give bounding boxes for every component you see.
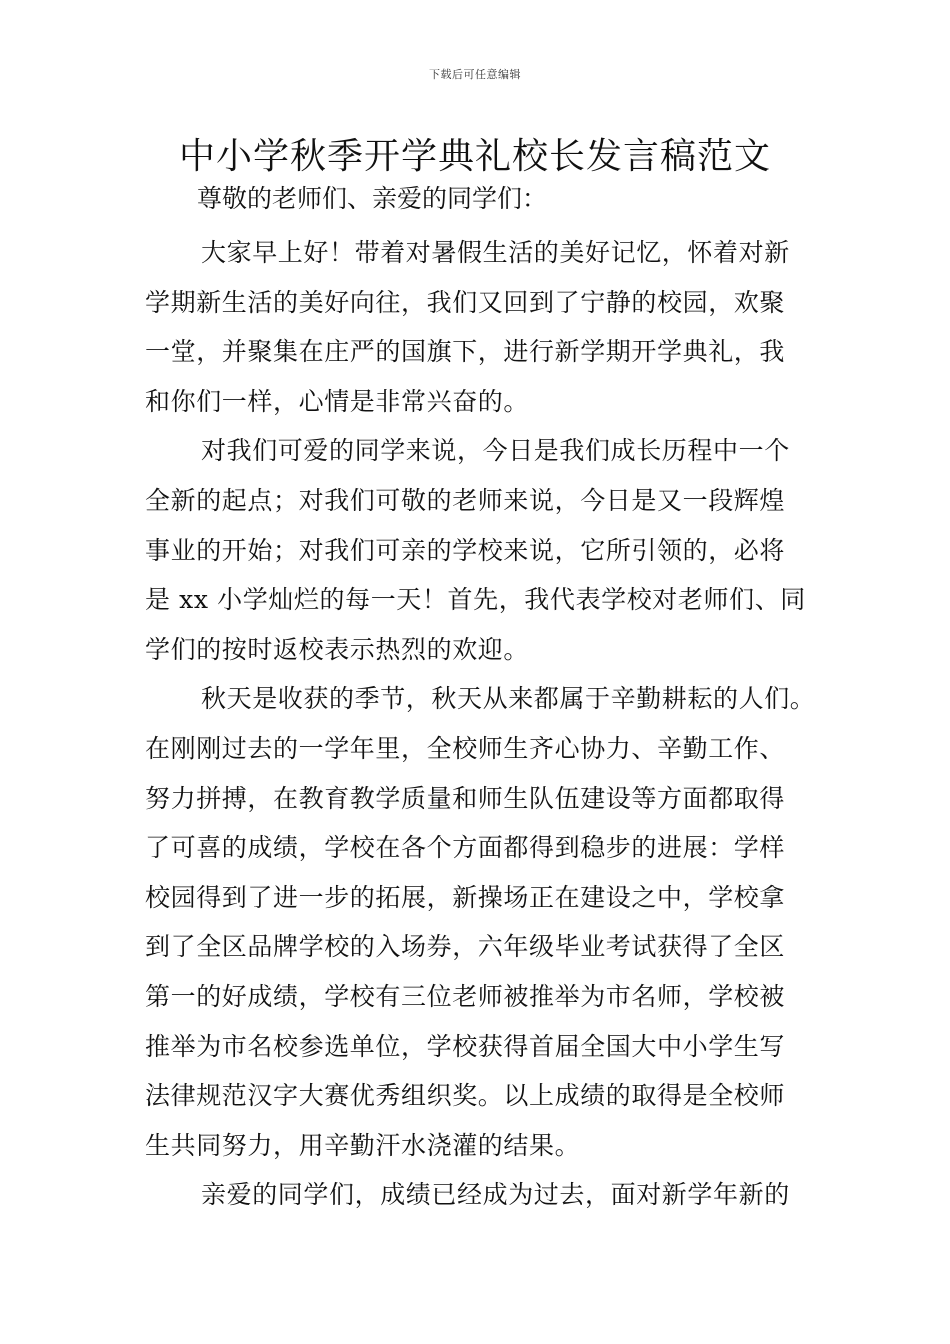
header-note: 下载后可任意编辑: [429, 68, 521, 81]
text-line: 生共同努力，用辛勤汗水浇灌的结果。: [145, 1130, 581, 1160]
text-line: 法律规范汉字大赛优秀组织奖。以上成绩的取得是全校师: [145, 1081, 786, 1111]
text-line: 亲爱的同学们，成绩已经成为过去，面对新学年新的: [201, 1180, 790, 1210]
body-text: [145, 228, 815, 1220]
text-line: 了可喜的成绩，学校在各个方面都得到稳步的进展：学样: [145, 833, 786, 863]
salutation: 尊敬的老师们、亲爱的同学们：: [197, 184, 548, 213]
text-line: 大家早上好！带着对暑假生活的美好记忆，怀着对新: [201, 238, 790, 267]
text-line: 在刚刚过去的一学年里，全校师生齐心协力、辛勤工作、: [145, 733, 786, 763]
text-line: 到了全区品牌学校的入场券，六年级毕业考试获得了全区: [145, 932, 786, 962]
text-line: 校园得到了进一步的拓展，新操场正在建设之中，学校拿: [145, 882, 786, 912]
text-line: 第一的好成绩，学校有三位老师被推举为市名师，学校被: [145, 981, 786, 1011]
text-line: 秋天是收获的季节，秋天从来都属于辛勤耕耘的人们。: [201, 684, 816, 714]
text-line: 学们的按时返校表示热烈的欢迎。: [145, 634, 530, 664]
text-line: 推举为市名校参选单位，学校获得首届全国大中小学生写: [145, 1031, 786, 1061]
text-line: 学期新生活的美好向往，我们又回到了宁静的校园，欢聚: [145, 287, 786, 317]
text-line: 对我们可爱的同学来说，今日是我们成长历程中一个: [201, 436, 790, 466]
text-line: 一堂，并聚集在庄严的国旗下，进行新学期开学典礼，我: [145, 337, 786, 367]
text-line: 全新的起点；对我们可敬的老师来说，今日是又一段辉煌: [145, 485, 786, 515]
text-line: 事业的开始；对我们可亲的学校来说，它所引领的，必将: [145, 535, 786, 565]
document-title: 中小学秋季开学典礼校长发言稿范文: [178, 136, 771, 177]
text-line: 努力拼搏，在教育教学质量和师生队伍建设等方面都取得: [145, 783, 786, 813]
text-line: 和你们一样，心情是非常兴奋的。: [145, 386, 530, 416]
text-line: 是 xx 小学灿烂的每一天！首先，我代表学校对老师们、同: [145, 585, 806, 615]
